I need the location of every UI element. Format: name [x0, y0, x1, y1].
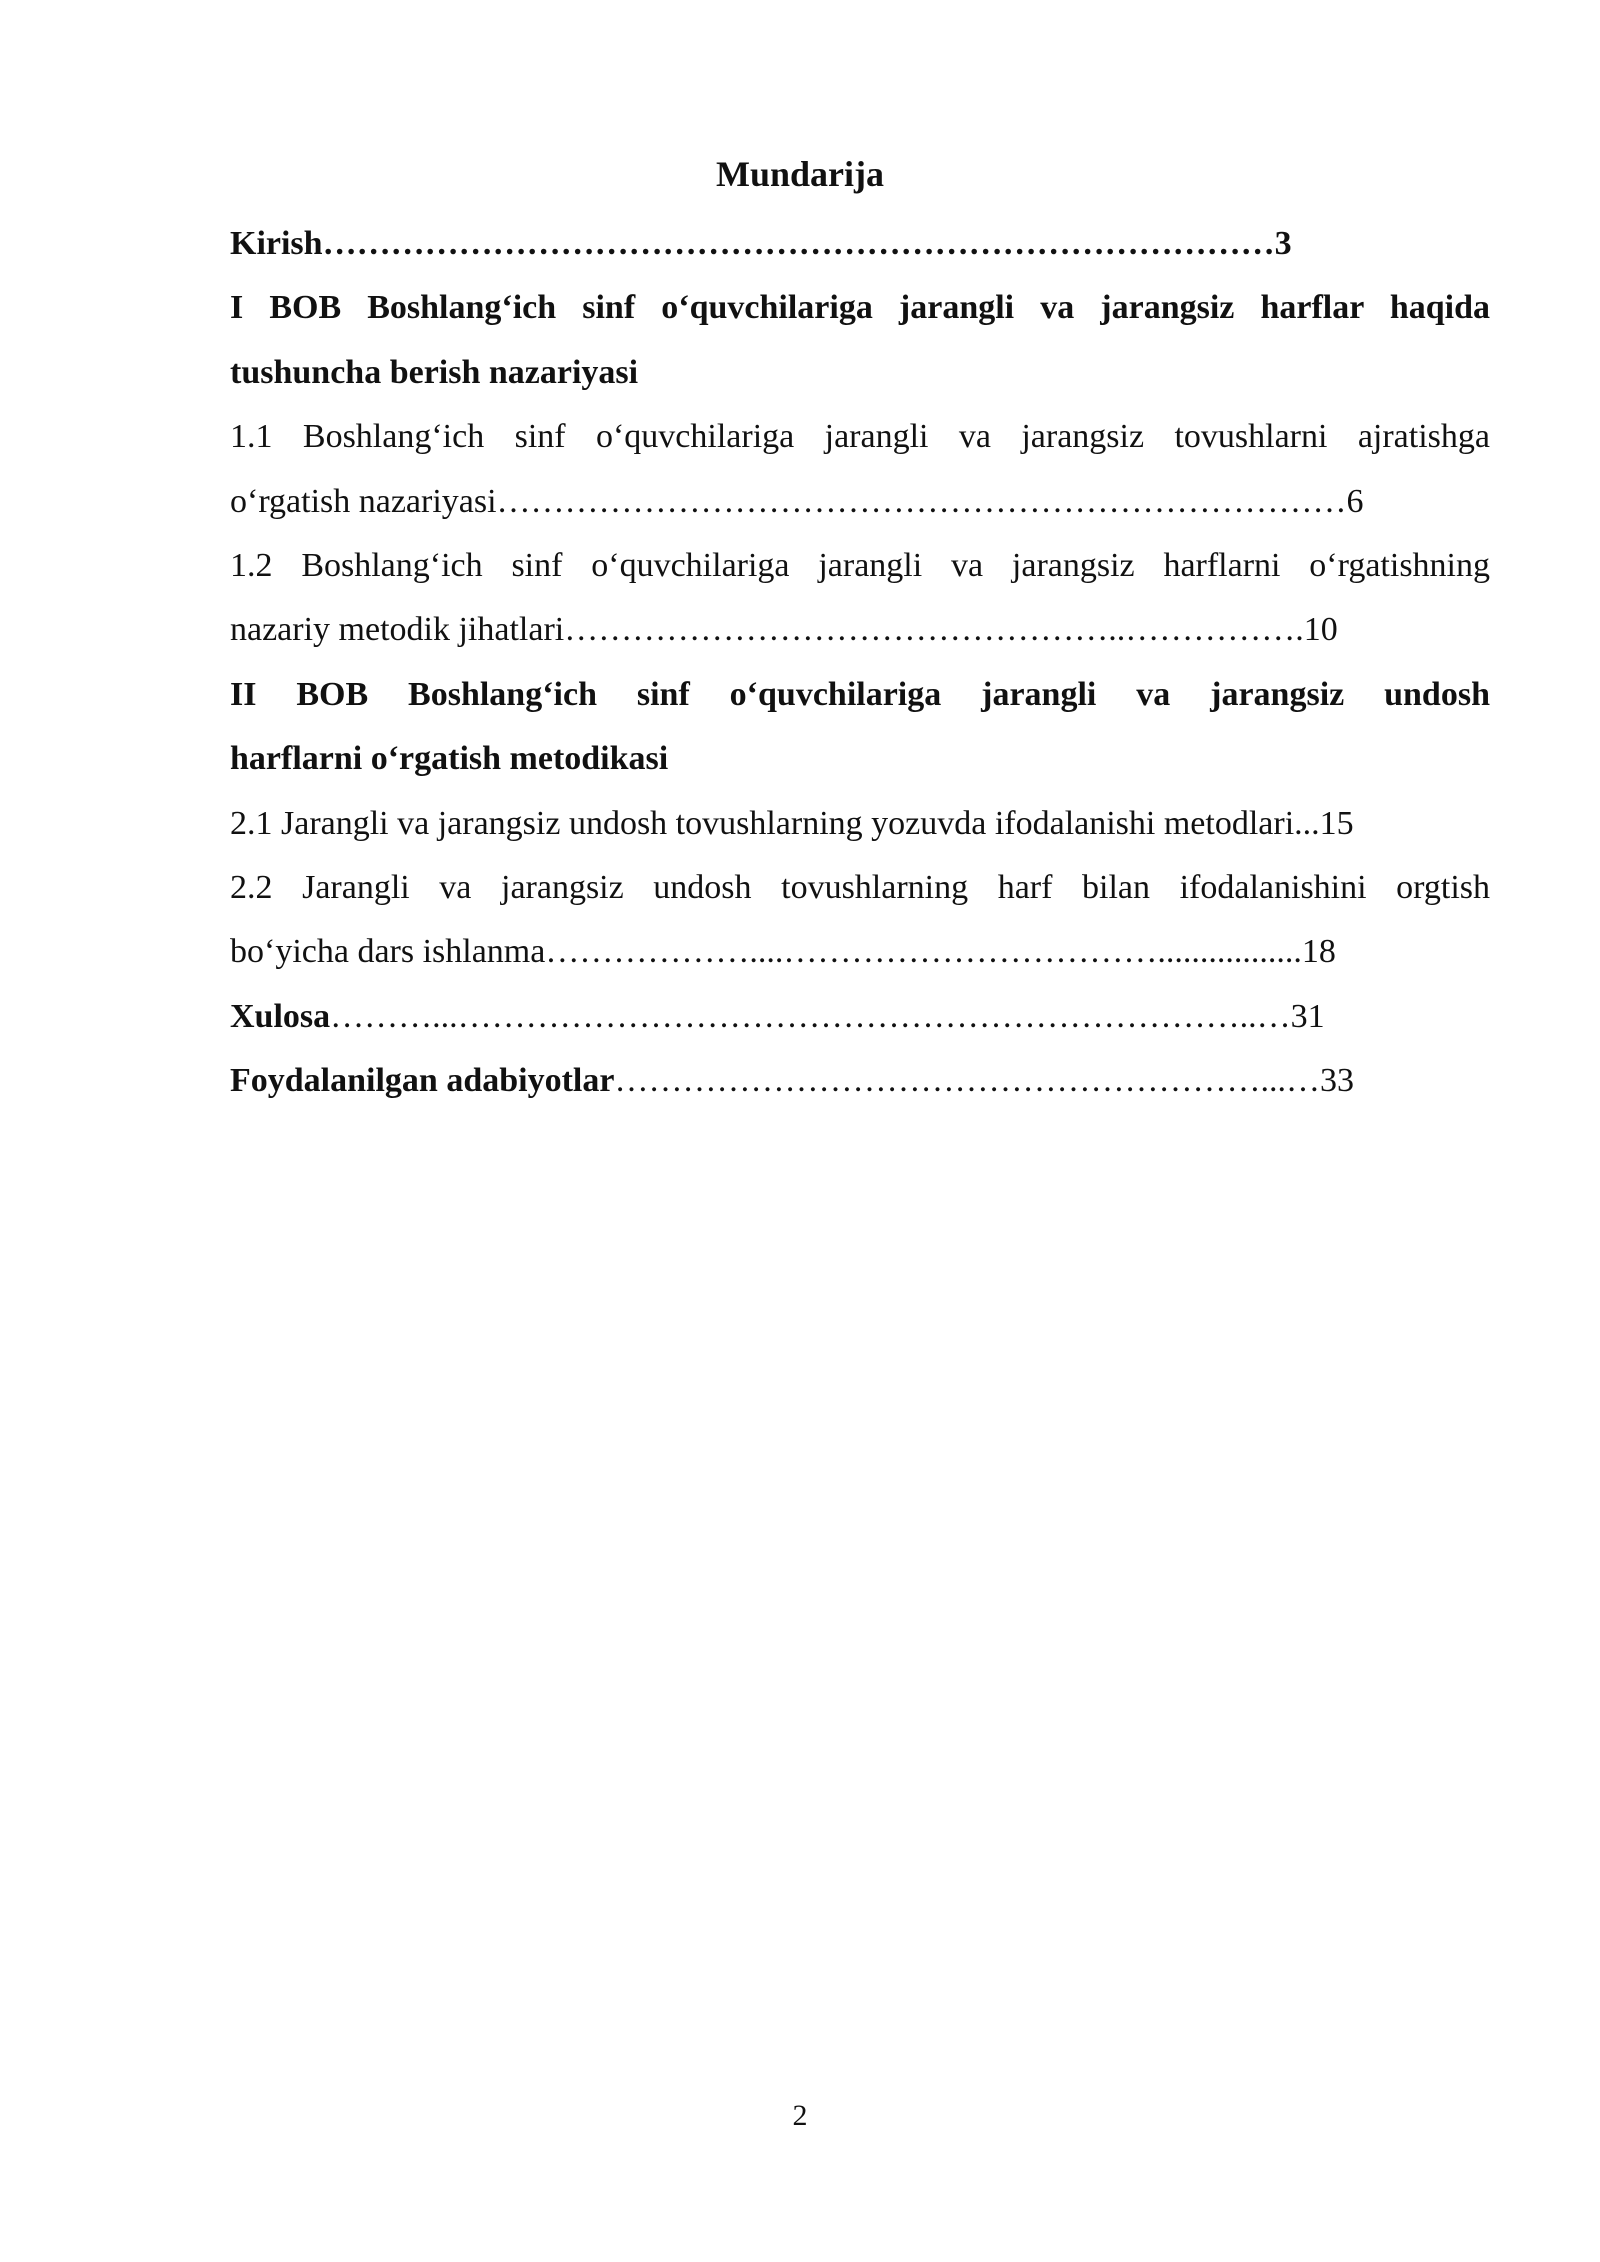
toc-entry-xulosa-label: Xulosa [230, 998, 331, 1035]
toc-entry-chapter-1-line-1: I BOB Boshlang‘ich sinf o‘quvchilariga jarangli va jarangsiz harflar haqida [230, 289, 1490, 326]
toc-entry-2-2-line-2: bo‘yicha dars ishlanma………………....…………………………….................18 [230, 933, 1336, 970]
toc-entry-1-1-line-2: o‘rgatish nazariyasi…………………………………………………………………6 [230, 483, 1364, 520]
toc-title: Mundarija [715, 154, 884, 194]
toc-entry-1-1-line-1: 1.1 Boshlang‘ich sinf o‘quvchilariga jarangli va jarangsiz tovushlarni ajratishga [230, 418, 1490, 455]
toc-entry-kirish: Kirish…………………………………………………………………………3 [230, 225, 1292, 262]
toc-entry-chapter-2-line-2: harflarni o‘rgatish metodikasi [230, 740, 669, 777]
toc-entry-1-2-line-1: 1.2 Boshlang‘ich sinf o‘quvchilariga jarangli va jarangsiz harflarni o‘rgatishning [230, 547, 1490, 584]
toc-entry-1-2-line-2: nazariy metodik jihatlari…………………………………………..…………….10 [230, 611, 1338, 648]
toc-entry-xulosa-leader: ………...……………………………………………………………..…31 [330, 998, 1325, 1035]
toc-entry-adabiyotlar [230, 1055, 1490, 1107]
toc-entry-adabiyotlar-leader: …………………………………………………...…33 [614, 1062, 1354, 1099]
page-number: 2 [792, 2099, 808, 2132]
toc-entry-chapter-1-line-2: tushuncha berish nazariyasi [230, 354, 639, 391]
toc-entry-chapter-2-line-1: II BOB Boshlang‘ich sinf o‘quvchilariga jarangli va jarangsiz undosh [230, 676, 1490, 713]
toc-entry-2-1: 2.1 Jarangli va jarangsiz undosh tovushlarning yozuvda ifodalanishi metodlari...15 [230, 805, 1354, 842]
toc-entry-adabiyotlar-label: Foydalanilgan adabiyotlar [230, 1062, 615, 1099]
toc-entry-xulosa [230, 991, 1490, 1043]
toc-entry-2-2-line-1: 2.2 Jarangli va jarangsiz undosh tovushlarning harf bilan ifodalanishini orgtish [230, 869, 1490, 906]
